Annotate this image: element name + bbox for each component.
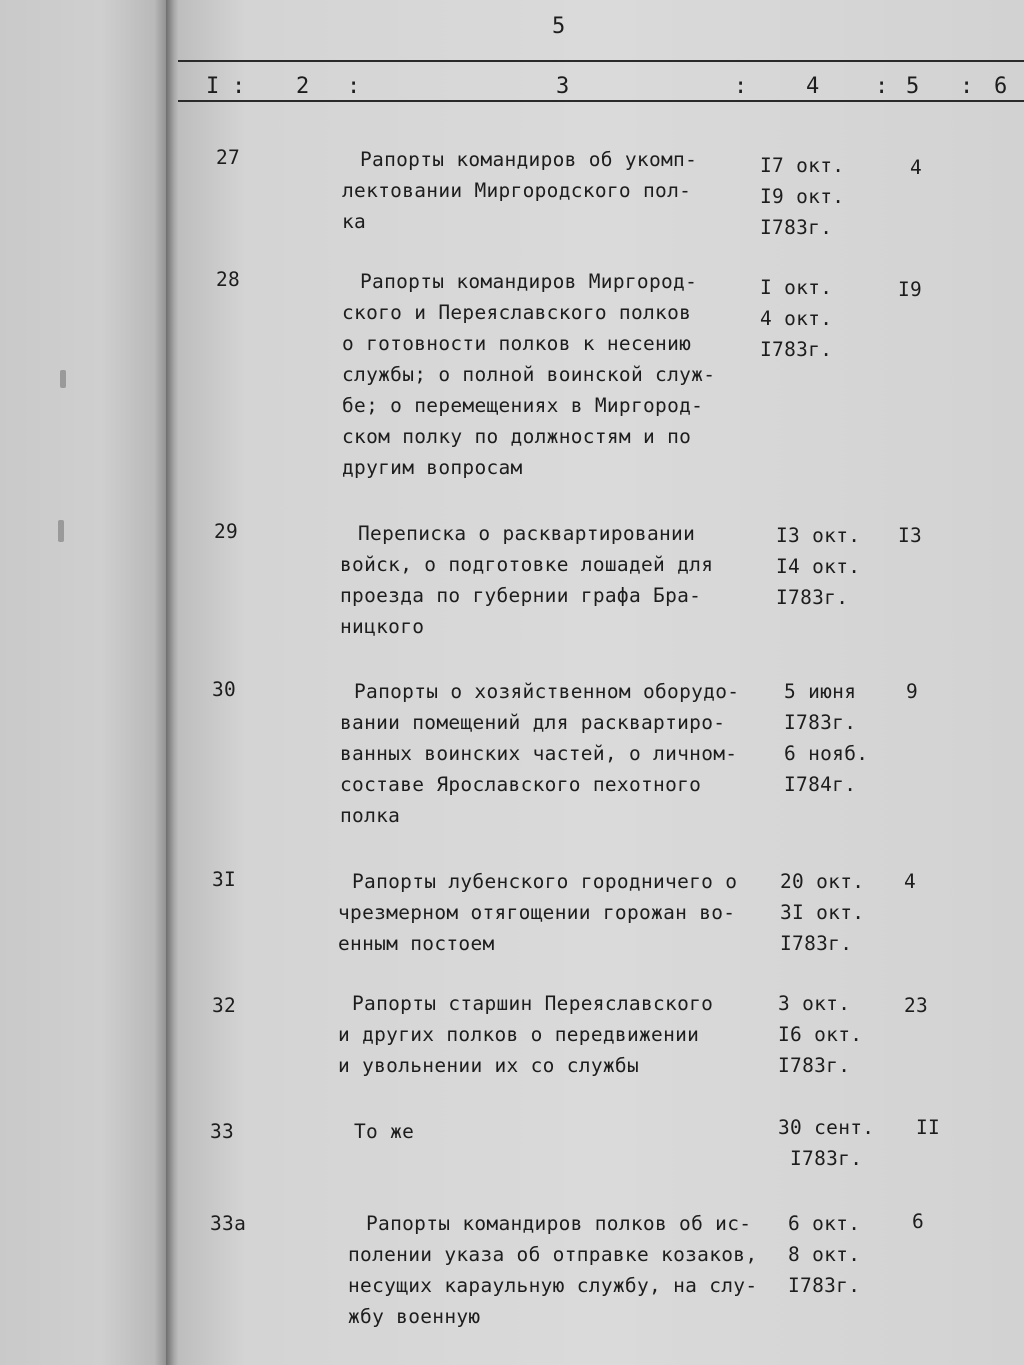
- row-sheet-count: 6: [912, 1210, 925, 1233]
- row-description: Рапорты командиров об укомп- лектовании Миргородского пол- ка: [342, 148, 698, 233]
- row-number: 27: [216, 146, 241, 169]
- row-description: Рапорты лубенского городничего о чрезмерном отягощении горожан во- енным постоем: [338, 870, 738, 955]
- header-col-5: 5: [906, 74, 920, 99]
- header-separator: :: [232, 74, 246, 99]
- header-separator: :: [960, 74, 974, 99]
- row-description: Рапорты старшин Переяславского и других полков о передвижении и увольнении их со службы: [338, 992, 714, 1077]
- row-sheet-count: 9: [906, 680, 919, 703]
- header-separator: :: [347, 74, 361, 99]
- ghost-mark: [60, 370, 66, 388]
- facing-page: [0, 0, 168, 1365]
- row-number: 32: [212, 994, 237, 1017]
- row-dates: I3 окт. I4 окт. I783г.: [776, 524, 861, 609]
- row-sheet-count: 4: [910, 156, 923, 179]
- row-number: 33а: [210, 1212, 247, 1235]
- row-number: 29: [214, 520, 239, 543]
- row-dates: 30 сент. I783г.: [778, 1116, 875, 1170]
- row-dates: I7 окт. I9 окт. I783г.: [760, 154, 845, 239]
- row-dates: I окт. 4 окт. I783г.: [760, 276, 833, 361]
- row-number: 3I: [212, 868, 237, 891]
- page-number: 5: [552, 14, 566, 39]
- header-top-rule: [178, 60, 1024, 62]
- header-col-2: 2: [296, 74, 310, 99]
- row-number: 28: [216, 268, 241, 291]
- row-description: Рапорты командиров полков об ис- полении указа об отправке козаков, несущих караульную службу, на слу- жбу военную: [348, 1212, 758, 1328]
- row-sheet-count: 23: [904, 994, 929, 1017]
- row-sheet-count: II: [916, 1116, 941, 1139]
- row-description: Рапорты о хозяйственном оборудо- вании помещений для расквартиро- ванных воинских частей, о личном- составе Ярославского пехотного полка: [340, 680, 740, 827]
- row-dates: 6 окт. 8 окт. I783г.: [788, 1212, 861, 1297]
- row-number: 30: [212, 678, 237, 701]
- row-description: То же: [354, 1120, 415, 1143]
- row-sheet-count: I3: [898, 524, 923, 547]
- ghost-mark: [58, 520, 64, 542]
- header-col-3: 3: [556, 74, 570, 99]
- row-sheet-count: 4: [904, 870, 917, 893]
- row-dates: 5 июня I783г. 6 нояб. I784г.: [784, 680, 869, 796]
- header-separator: :: [734, 74, 748, 99]
- header-col-4: 4: [806, 74, 820, 99]
- row-dates: 3 окт. I6 окт. I783г.: [778, 992, 863, 1077]
- header-col-1: I: [206, 74, 220, 99]
- header-bottom-rule: [178, 100, 1024, 102]
- header-col-6: 6: [994, 74, 1008, 99]
- row-description: Переписка о расквартировании войск, о подготовке лошадей для проезда по губернии графа Бра- ницкого: [340, 522, 714, 638]
- row-dates: 20 окт. 3I окт. I783г.: [780, 870, 865, 955]
- row-sheet-count: I9: [898, 278, 923, 301]
- row-number: 33: [210, 1120, 235, 1143]
- row-description: Рапорты командиров Миргород- ского и Переяславского полков о готовности полков к несению службы; о полной воинской служ- бе; о перемещениях в Миргород- ском полку по должностям и по другим вопросам: [342, 270, 716, 479]
- header-separator: :: [875, 74, 889, 99]
